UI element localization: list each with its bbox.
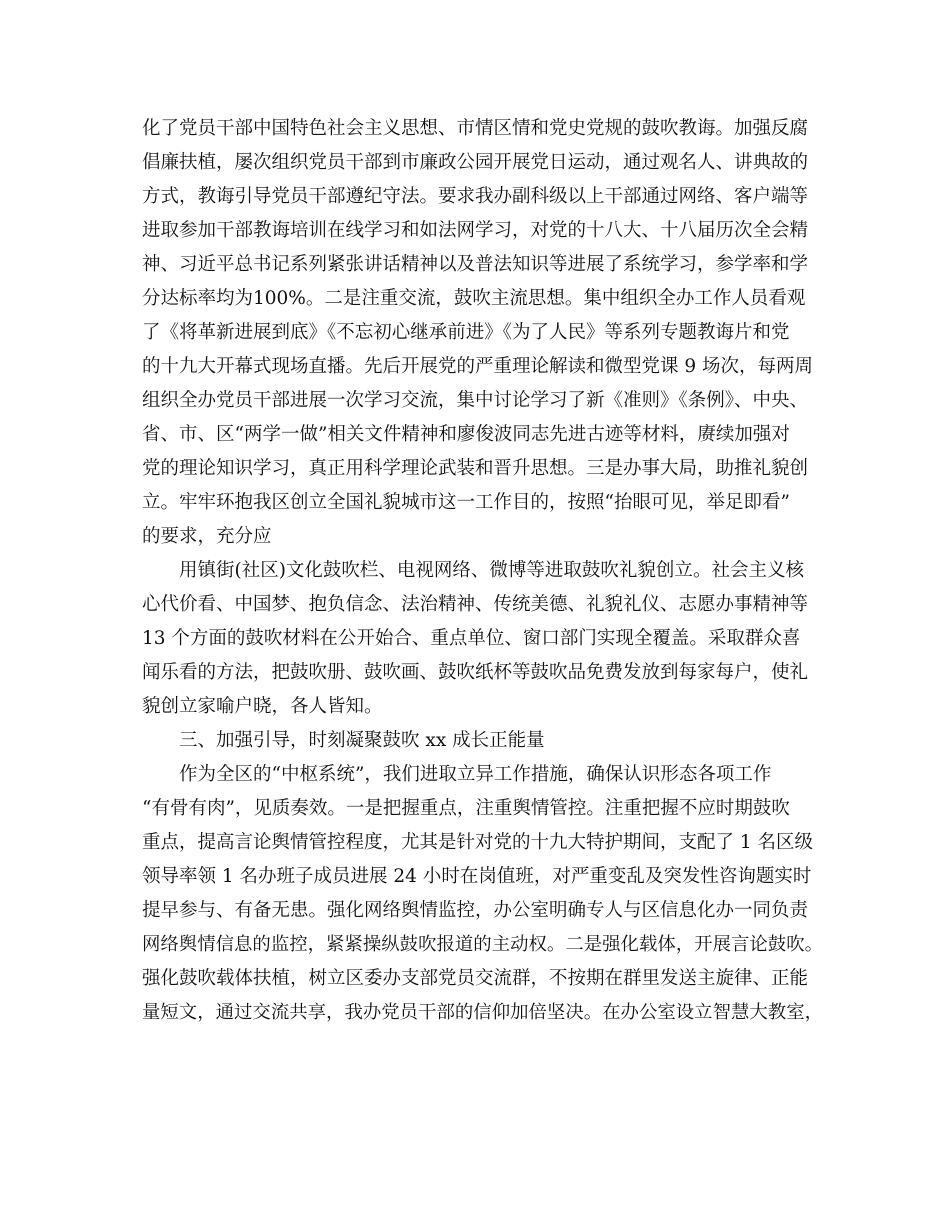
text-line: 貌创立家喻户晓，各人皆知。 (142, 696, 383, 717)
section-heading: 三、加强引导，时刻凝聚鼓吹 xx 成长正能量 (179, 730, 545, 751)
text-line: 的要求，充分应 (142, 526, 272, 547)
text-line: 倡廉扶植，屡次组织党员干部到市廉政公园开展党日运动，通过观名人、讲典故的 (142, 152, 809, 173)
text-line: 省、市、区“两学一做”相关文件精神和廖俊波同志先进古迹等材料，赓续加强对 (142, 424, 790, 445)
text-line: 进取参加干部教诲培训在线学习和如法网学习，对党的十八大、十八届历次全会精 (142, 220, 809, 241)
text-line: 化了党员干部中国特色社会主义思想、市情区情和党史党规的鼓吹教诲。加强反腐 (142, 118, 809, 139)
text-line: “有骨有肉”，见质奏效。一是把握重点，注重舆情管控。注重把握不应时期鼓吹 (142, 798, 790, 819)
paragraph-first-line: 作为全区的“中枢系统”，我们进取立异工作措施，确保认识形态各项工作 (179, 764, 772, 785)
text-line: 了《将革新进展到底》《不忘初心继承前进》《为了人民》等系列专题教诲片和党 (142, 322, 790, 343)
text-line: 网络舆情信息的监控，紧紧操纵鼓吹报道的主动权。二是强化载体，开展言论鼓吹。 (142, 934, 824, 955)
text-line: 组织全办党员干部进展一次学习交流，集中讨论学习了新《准则》《条例》、中央、 (142, 390, 809, 411)
text-line: 13 个方面的鼓吹材料在公开始合、重点单位、窗口部门实现全覆盖。采取群众喜 (142, 628, 801, 649)
text-line: 提早参与、有备无患。强化网络舆情监控，办公室明确专人与区信息化办一同负责 (142, 900, 809, 921)
text-line: 方式，教诲引导党员干部遵纪守法。要求我办副科级以上干部通过网络、客户端等 (142, 186, 809, 207)
text-line: 立。牢牢环抱我区创立全国礼貌城市这一工作目的，按照“抬眼可见，举足即看” (142, 492, 790, 513)
text-line: 量短文，通过交流共享，我办党员干部的信仰加倍坚决。在办公室设立智慧大教室， (142, 1002, 824, 1023)
text-line: 重点，提高言论舆情管控程度，尤其是针对党的十九大特护期间，支配了 1 名区级 (142, 832, 814, 853)
text-line: 闻乐看的方法，把鼓吹册、鼓吹画、鼓吹纸杯等鼓吹品免费发放到每家每户，使礼 (142, 662, 809, 683)
text-line: 心代价看、中国梦、抱负信念、法治精神、传统美德、礼貌礼仪、志愿办事精神等 (142, 594, 809, 615)
text-line: 神、习近平总书记系列紧张讲话精神以及普法知识等进展了系统学习，参学率和学 (142, 254, 809, 275)
text-line: 党的理论知识学习，真正用科学理论武装和晋升思想。三是办事大局，助推礼貌创 (142, 458, 809, 479)
text-line: 分达标率均为100%。二是注重交流，鼓吹主流思想。集中组织全办工作人员看观 (142, 288, 806, 309)
text-line: 强化鼓吹载体扶植，树立区委办支部党员交流群，不按期在群里发送主旋律、正能 (142, 968, 809, 989)
text-line: 领导率领 1 名办班子成员进展 24 小时在岗值班，对严重变乱及突发性咨询题实时 (142, 866, 812, 887)
paragraph-first-line: 用镇街(社区)文化鼓吹栏、电视网络、微博等进取鼓吹礼貌创立。社会主义核 (179, 560, 804, 581)
text-line: 的十九大开幕式现场直播。先后开展党的严重理论解读和微型党课 9 场次，每两周 (142, 356, 814, 377)
